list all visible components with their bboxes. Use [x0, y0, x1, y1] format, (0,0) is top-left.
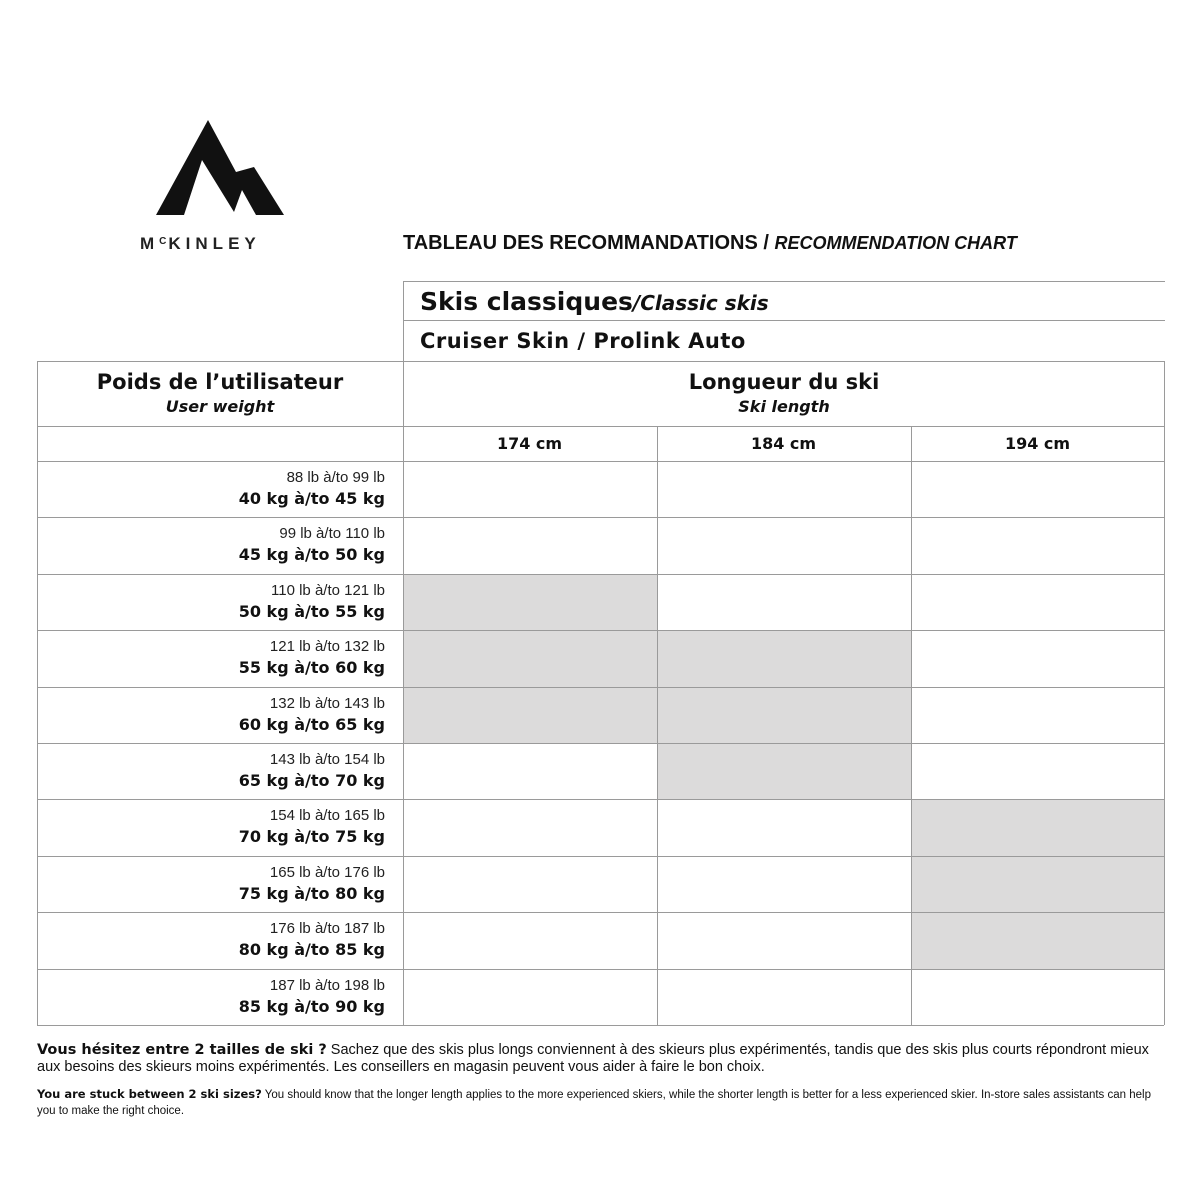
table-row-label	[37, 977, 385, 1016]
weight-lb: 110 lb à/to 121 lb	[271, 581, 385, 599]
weight-lb: 132 lb à/to 143 lb	[269, 694, 385, 712]
user-weight-header	[37, 370, 403, 416]
brand-logo	[138, 120, 308, 218]
recommended-cell	[403, 630, 657, 686]
table-cell	[911, 687, 1164, 743]
table-cell	[403, 912, 657, 968]
recommended-cell	[657, 630, 911, 686]
weight-lb: 99 lb à/to 110 lb	[279, 525, 385, 543]
table-cell	[911, 517, 1164, 573]
table-row-label	[37, 864, 385, 903]
length-174: 174 cm	[496, 434, 563, 453]
ski-length-header-fr: Longueur du ski	[688, 370, 880, 394]
length-184: 184 cm	[750, 434, 817, 453]
table-cell	[911, 630, 1164, 686]
table-row-label	[37, 920, 385, 959]
table-row-label	[37, 695, 385, 734]
table-cell	[911, 969, 1164, 1025]
weight-lb: 88 lb à/to 99 lb	[286, 469, 385, 486]
table-cell	[911, 574, 1164, 630]
weight-lb: 187 lb à/to 198 lb	[269, 976, 385, 994]
weight-lb: 165 lb à/to 176 lb	[269, 863, 385, 881]
table-cell	[403, 517, 657, 573]
table-cell	[911, 743, 1164, 799]
weight-kg: 60 kg à/to 65 kg	[238, 714, 385, 734]
table-row-label	[37, 638, 385, 677]
table-cell	[403, 743, 657, 799]
weight-kg: 70 kg à/to 75 kg	[238, 827, 385, 847]
note-french: Vous hésitez entre 2 tailles de ski ? Sachez que des skis plus longs conviennent à des skieurs plus expérimentés, tandis que des skis plus courts répondront mieux aux besoins des skieurs moins expérimentés. Les conseillers en magasin peuvent vous aider à faire le bon choix.	[37, 1042, 1149, 1075]
length-194: 194 cm	[1004, 434, 1071, 453]
recommended-cell	[911, 856, 1164, 912]
table-cell	[403, 461, 657, 517]
table-cell	[657, 517, 911, 573]
ski-type-title: Skis classiques/Classic skis	[420, 287, 769, 316]
weight-kg: 40 kg à/to 45 kg	[238, 489, 385, 508]
table-cell	[657, 799, 911, 855]
recommended-cell	[657, 743, 911, 799]
table-row-label	[37, 582, 385, 621]
ski-length-header-en: Ski length	[738, 397, 830, 416]
table-cell	[911, 461, 1164, 517]
user-weight-header-fr: Poids de l’utilisateur	[96, 370, 344, 394]
weight-lb: 176 lb à/to 187 lb	[269, 920, 385, 938]
weight-kg: 45 kg à/to 50 kg	[238, 545, 385, 565]
weight-kg: 50 kg à/to 55 kg	[238, 601, 385, 621]
weight-kg: 65 kg à/to 70 kg	[238, 771, 385, 790]
chart-title: TABLEAU DES RECOMMANDATIONS / RECOMMENDATION CHART	[403, 232, 1017, 254]
weight-kg: 80 kg à/to 85 kg	[238, 940, 385, 960]
table-row-label	[37, 807, 385, 846]
recommended-cell	[657, 687, 911, 743]
table-cell	[657, 574, 911, 630]
weight-kg: 75 kg à/to 80 kg	[238, 883, 385, 903]
table-cell	[403, 856, 657, 912]
user-weight-header-en: User weight	[165, 397, 275, 416]
recommended-cell	[403, 687, 657, 743]
table-cell	[657, 969, 911, 1025]
table-cell	[403, 969, 657, 1025]
note-english: You are stuck between 2 ski sizes? You should know that the longer length applies to the more experienced skiers, while the shorter length is better for a less experienced skier. In-store sales assistants can help you to make the right choice.	[37, 1087, 1151, 1117]
weight-lb: 154 lb à/to 165 lb	[269, 807, 385, 825]
table-row-label	[37, 469, 385, 508]
recommended-cell	[911, 799, 1164, 855]
weight-lb: 143 lb à/to 154 lb	[269, 751, 385, 768]
weight-kg: 85 kg à/to 90 kg	[238, 996, 385, 1016]
brand-name: $M^CKINLEY$	[140, 234, 261, 253]
ski-model: Cruiser Skin / Prolink Auto	[420, 329, 746, 353]
ski-length-header	[403, 370, 1165, 416]
mountain-logo-icon	[156, 120, 286, 218]
weight-kg: 55 kg à/to 60 kg	[238, 658, 385, 678]
table-row-label	[37, 525, 385, 564]
recommended-cell	[911, 912, 1164, 968]
recommended-cell	[403, 574, 657, 630]
table-row-label	[37, 751, 385, 790]
table-cell	[657, 461, 911, 517]
table-cell	[657, 856, 911, 912]
weight-lb: 121 lb à/to 132 lb	[269, 638, 385, 656]
table-cell	[403, 799, 657, 855]
table-cell	[657, 912, 911, 968]
